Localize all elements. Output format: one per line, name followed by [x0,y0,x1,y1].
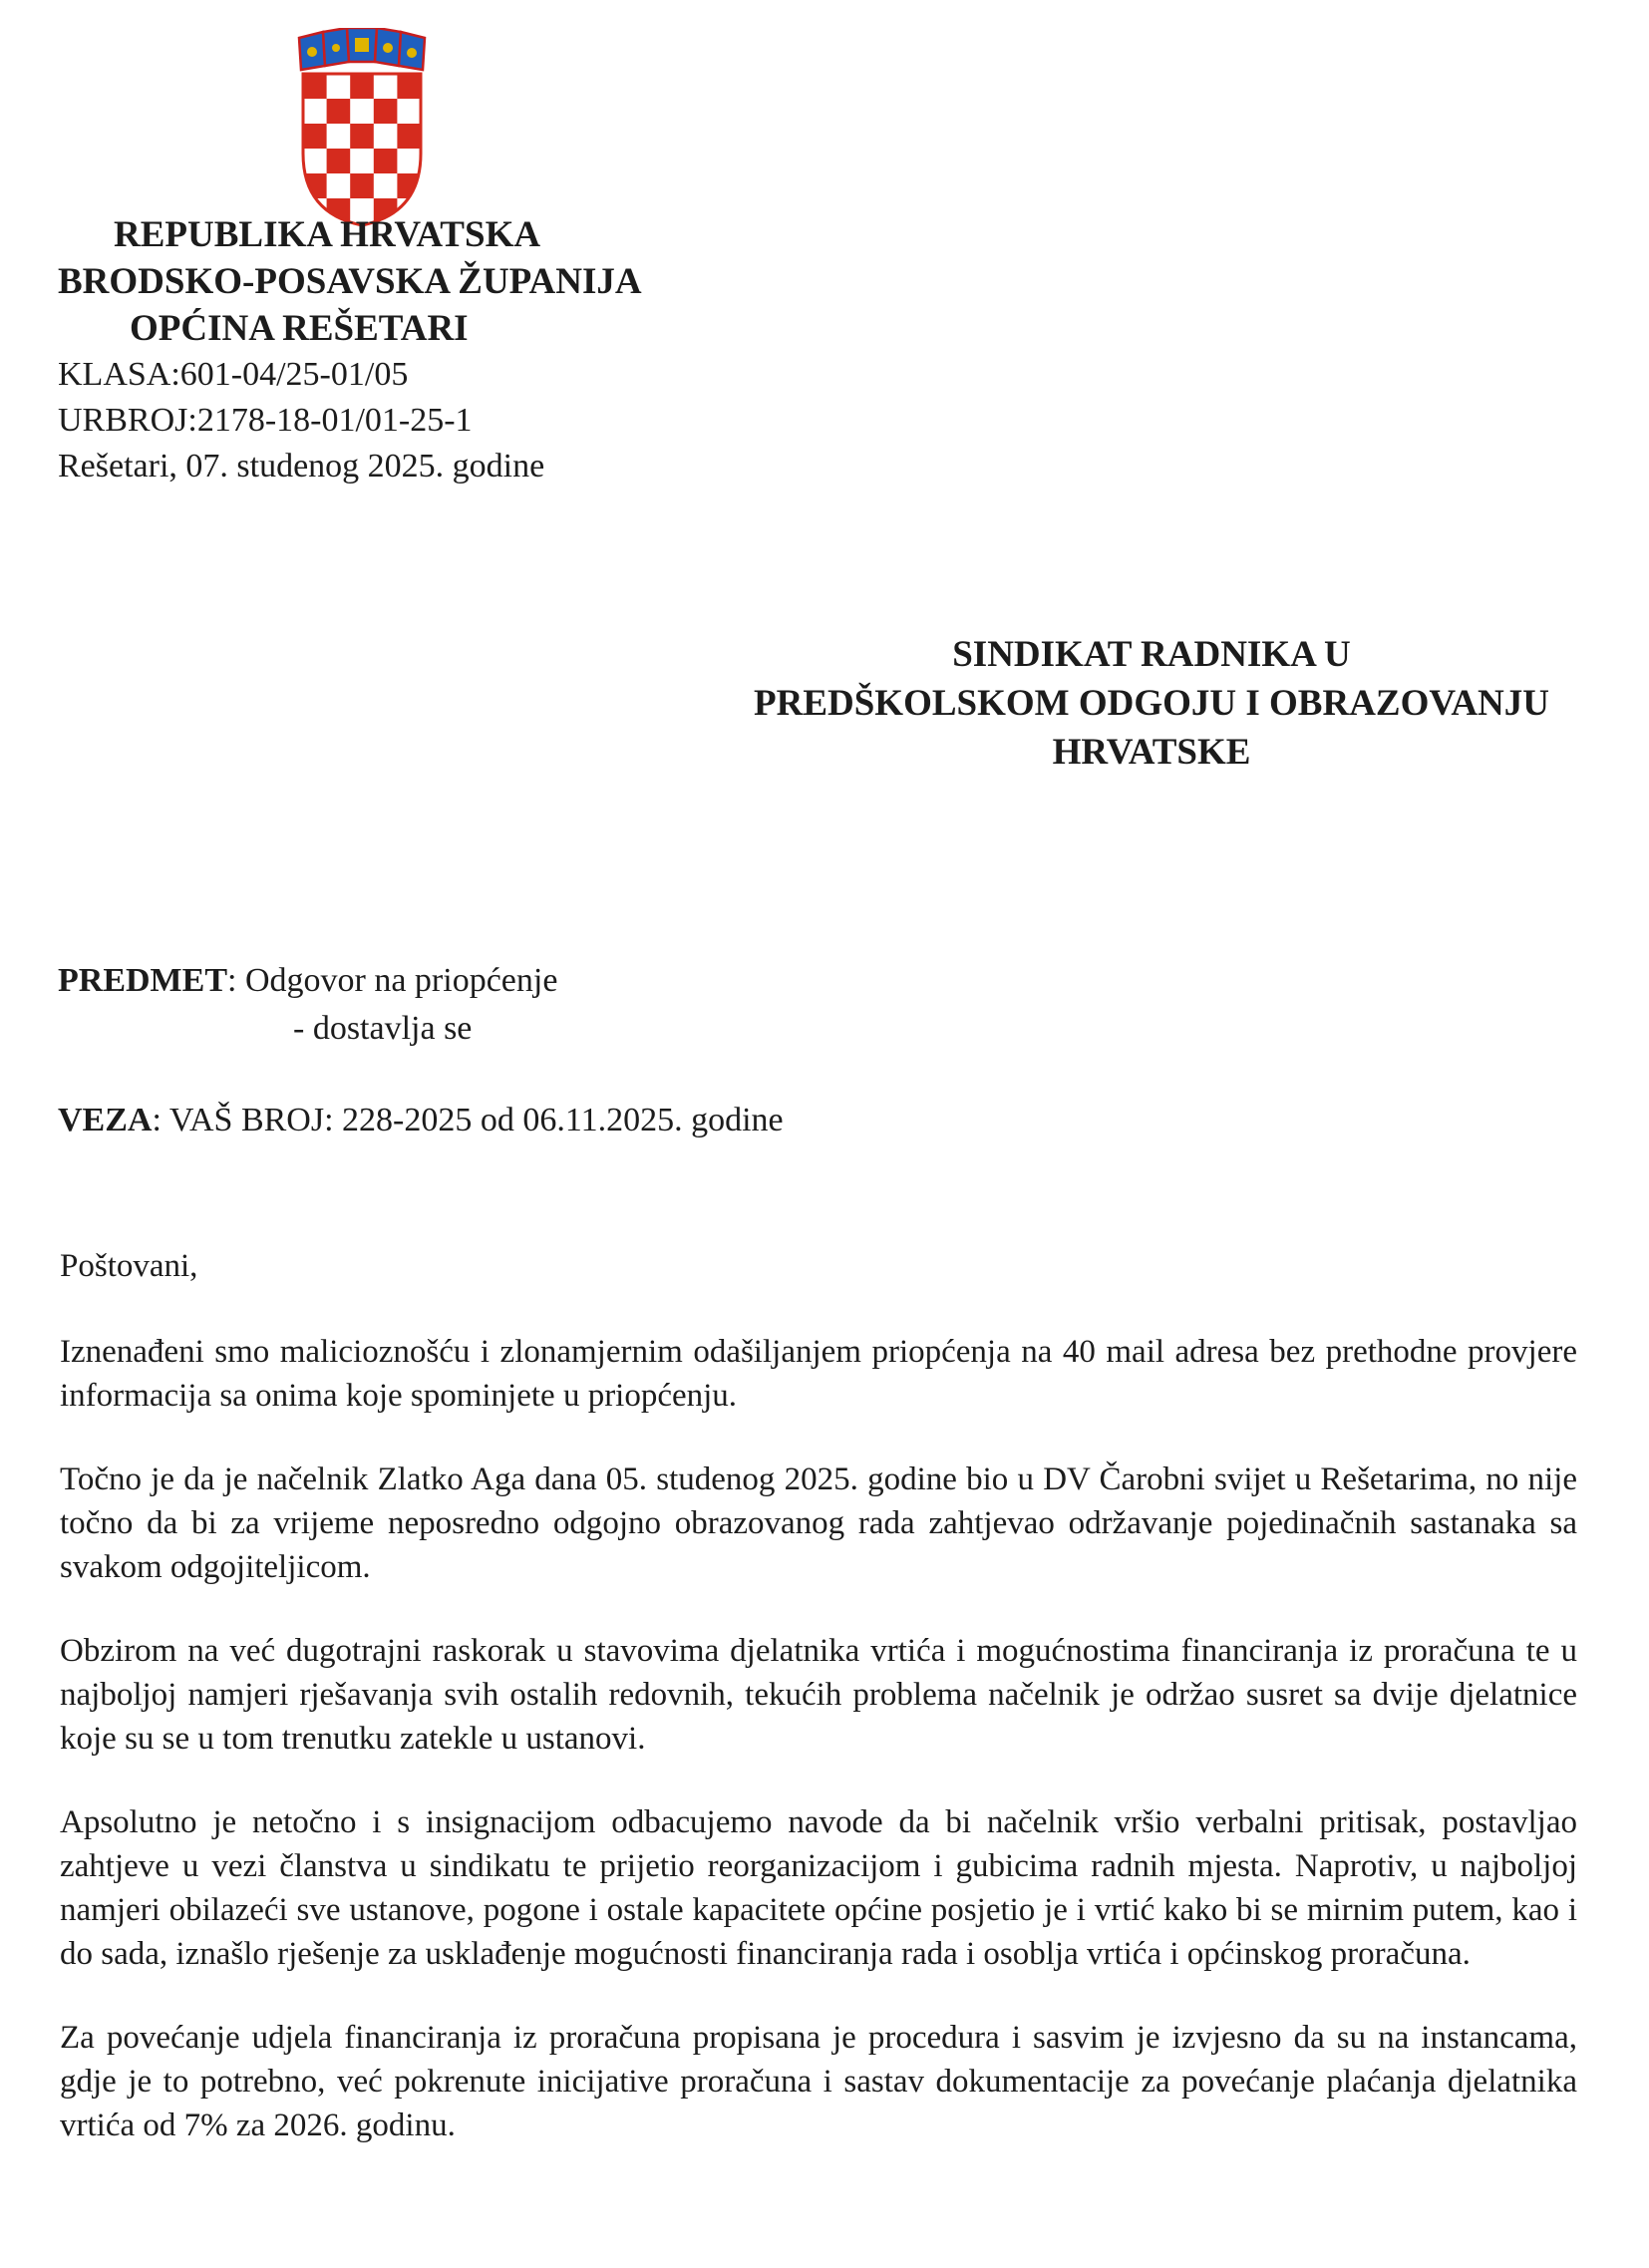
urbroj-number: URBROJ:2178-18-01/01-25-1 [58,402,473,439]
paragraph-3: Obzirom na već dugotrajni raskorak u stavovima djelatnika vrtića i mogućnostima financiranja iz proračuna te u najboljoj namjeri rješavanja svih ostalih redovnih, tekućih problema načelnik je održao susret sa dvije djelatnice koje su se u tom trenutku zatekle u ustanovi. [60,1633,1577,1757]
subject-block: PREDMET: Odgovor na priopćenje - dostavlja se [58,957,557,1053]
letter-body [60,1244,1577,2187]
recipient-block [678,630,1625,777]
document-date: Rešetari, 07. studenog 2025. godine [58,448,545,485]
paragraph-1: Iznenađeni smo malicioznošću i zlonamjernim odašiljanjem priopćenja na 40 mail adresa bez prethodne provjere informacija sa onima koje spominjete u priopćenju. [60,1334,1577,1414]
subject-subtext: - dostavlja se [293,1010,473,1047]
paragraph-5: Za povećanje udjela financiranja iz proračuna propisana je procedura i sasvim je izvjesno da su na instancama, gdje je to potrebno, već pokrenute inicijative proračuna i sastav dokumentacije za povećanje plaćanja djelatnika vrtića od 7% za 2026. godinu. [60,2020,1577,2143]
recipient-line-2: PREDŠKOLSKOM ODGOJU I OBRAZOVANJU [754,683,1549,724]
coat-of-arms-icon [297,28,427,227]
reference-text: VAŠ BROJ: 228-2025 od 06.11.2025. godine [168,1102,784,1138]
municipality-name: OPĆINA REŠETARI [130,308,469,349]
paragraph-4: Apsolutno je netočno i s insignacijom odbacujemo navode da bi načelnik vršio verbalni pritisak, postavljao zahtjeve u vezi članstva u sindikatu te prijetio reorganizacijom i gubicima radnih mjesta. Naprotiv, u najboljoj namjeri obilazeći sve ustanove, pogone i ostale kapacitete općine posjetio je i vrtić kako bi se mirnim putem, kao i do sada, iznašlo rješenje za usklađenje mogućnosti financiranja rada i osoblja vrtića i općinskog proračuna. [60,1804,1577,1972]
recipient-line-1: SINDIKAT RADNIKA U [952,634,1351,675]
reference-label: VEZA [58,1102,153,1138]
recipient-line-3: HRVATSKE [1052,732,1251,773]
county-name: BRODSKO-POSAVSKA ŽUPANIJA [58,261,642,302]
reference-block: VEZA: VAŠ BROJ: 228-2025 od 06.11.2025. godine [58,1102,784,1138]
republic-name: REPUBLIKA HRVATSKA [114,214,541,255]
paragraph-2: Točno je da je načelnik Zlatko Aga dana 05. studenog 2025. godine bio u DV Čarobni svijet u Rešetarima, no nije točno da bi za vrijeme neposredno odgojno obrazovanog rada zahtjevao održavanje pojedinačnih sastanaka sa svakom odgojiteljicom. [60,1461,1577,1585]
greeting: Poštovani, [60,1248,198,1284]
sender-block [58,211,756,489]
subject-text: Odgovor na priopćenje [244,962,558,999]
klasa-number: KLASA:601-04/25-01/05 [58,356,409,393]
subject-label: PREDMET [58,962,227,999]
